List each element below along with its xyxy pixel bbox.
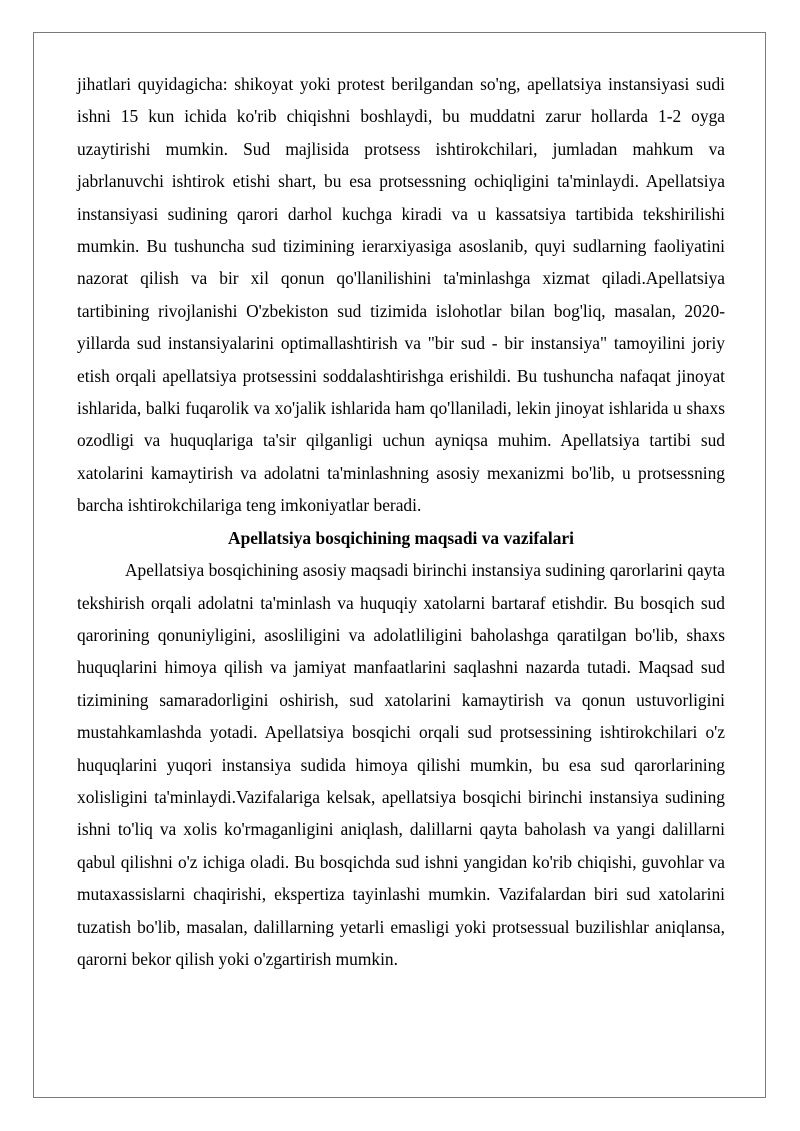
paragraph-text: Apellatsiya bosqichining asosiy maqsadi birinchi instansiya sudining qarorlarini qayta tekshirish orqali adolatni ta'minlash va huquqiy xatolarni bartaraf etishdir. Bu bosqich sud qarorining qonuniyligini, asosliligini va adolatliligini baholashga qaratilgan bo'lib, shaxs huquqlarini himoya qilish va jamiyat manfaatlarini saqlashni nazarda tutadi. Maqsad sud tizimining samaradorligini oshirish, sud xatolarini kamaytirish va qonun ustuvorligini mustahkamlashda yotadi. Apellatsiya bosqichi orqali sud protsessining ishtirokchilari o'z huquqlarini yuqori instansiya sudida himoya qilishi mumkin, bu esa sud qarorlarining xolisligini ta'minlaydi.Vazifalariga kelsak, apellatsiya bosqichi birinchi instansiya sudining ishni to'liq va xolis ko'rmaganligini aniqlash, dalillarni qayta baholash va yangi dalillarni qabul qilishni o'z ichiga oladi. Bu bosqichda sud ishni yangidan ko'rib chiqishi, guvohlar va mutaxassislarni chaqirishi, ekspertiza tayinlashi mumkin. Vazifalardan biri sud xatolarini tuzatish bo'lib, masalan, dalillarning yetarli emasligi yoki protsessual buzilishlar aniqlansa, qarorni bekor qilish yoki o'zgartirish mumkin. [77, 560, 725, 969]
document-body [77, 68, 725, 975]
paragraph-text: jihatlari quyidagicha: shikoyat yoki protest berilgandan so'ng, apellatsiya instansiyasi sudi ishni 15 kun ichida ko'rib chiqishni boshlaydi, bu muddatni zarur hollarda 1-2 oyga uzaytirishi mumkin. Sud majlisida protsess ishtirokchilari, jumladan mahkum va jabrlanuvchi ishtirok etishi shart, bu esa protsessning ochiqligini ta'minlaydi. Apellatsiya instansiyasi sudining qarori darhol kuchga kiradi va u kassatsiya tartibida tekshirilishi mumkin. Bu tushuncha sud tizimining ierarxiyasiga asoslanib, quyi sudlarning faoliyatini nazorat qilish va bir xil qonun qo'llanilishini ta'minlashga xizmat qiladi.Apellatsiya tartibining rivojlanishi O'zbekiston sud tizimida islohotlar bilan bog'liq, masalan, 2020-yillarda sud instansiyalarini optimallashtirish va "bir sud - bir instansiya" tamoyilini joriy etish orqali apellatsiya protsessini soddalashtirishga erishildi. Bu tushuncha nafaqat jinoyat ishlarida, balki fuqarolik va xo'jalik ishlarida ham qo'llaniladi, lekin jinoyat ishlarida u shaxs ozodligi va huquqlariga ta'sir qilganligi uchun ayniqsa muhim. Apellatsiya tartibi sud xatolarini kamaytirish va adolatni ta'minlashning asosiy mexanizmi bo'lib, u protsessning barcha ishtirokchilariga teng imkoniyatlar beradi. [77, 74, 725, 516]
section-heading: Apellatsiya bosqichining maqsadi va vazifalari [228, 527, 574, 548]
